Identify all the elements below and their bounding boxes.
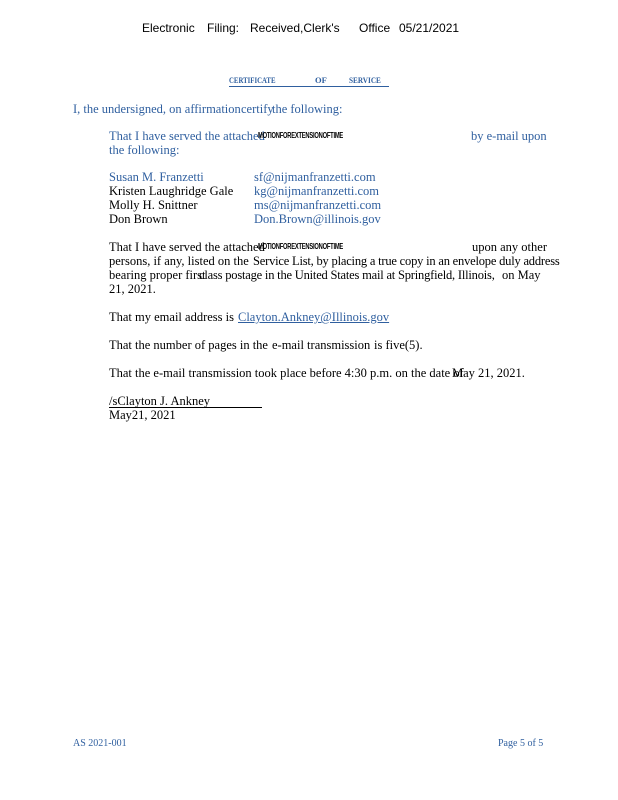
signature-name: /sClayton J. Ankney: [109, 394, 211, 408]
recipient-name: Kristen Laughridge Gale: [109, 184, 234, 198]
recipient-email[interactable]: ms@nijmanfranzetti.com: [254, 198, 382, 212]
para1-tail: by e-mail upon: [471, 129, 547, 143]
header-office: Office: [359, 21, 391, 35]
intro-tail: the following:: [272, 102, 343, 116]
para4-tail: is five(5).: [374, 338, 423, 352]
para2-line3a: bearing proper first: [109, 268, 206, 282]
title-word-of: OF: [315, 75, 327, 85]
para5-date: May 21, 2021.: [452, 366, 525, 380]
para4-mid: e-mail transmission: [272, 338, 371, 352]
header-date: 05/21/2021: [399, 21, 460, 35]
intro-lead: I, the undersigned, on affirmation: [73, 102, 241, 116]
para5-lead: That the e-mail transmission took place before 4:30 p.m. on the date of: [109, 366, 464, 380]
para2-document-name: MOTIONFOREXTENSIONOFTIME: [258, 242, 344, 251]
para1-document-name: MOTIONFOREXTENSIONOFTIME: [258, 131, 344, 140]
recipient-email[interactable]: kg@nijmanfranzetti.com: [254, 184, 380, 198]
header-electronic: Electronic: [142, 21, 195, 35]
para3-lead: That my email address is: [109, 310, 234, 324]
title-underline: [229, 86, 389, 87]
signature-date: May21, 2021: [109, 408, 176, 422]
para2-line3b: class postage in the United States mail at Springfield, Illinois,: [199, 268, 495, 282]
footer-case-number: AS 2021-001: [73, 738, 127, 749]
para2-line2a: persons, if any, listed on the: [109, 254, 249, 268]
recipient-name: Susan M. Franzetti: [109, 170, 204, 184]
recipient-name: Molly H. Snittner: [109, 198, 198, 212]
para1-line2: the following:: [109, 143, 180, 157]
header-received: Received,Clerk's: [250, 21, 340, 35]
recipient-name: Don Brown: [109, 212, 168, 226]
header-filing: Filing:: [207, 21, 240, 35]
para2-line4: 21, 2021.: [109, 282, 156, 296]
title-word-certificate: CERTIFICATE: [229, 75, 276, 85]
intro-certify: certify: [241, 102, 274, 116]
para2-lead: That I have served the attached: [109, 240, 265, 254]
title-word-service: SERVICE: [349, 75, 381, 85]
sender-email-link[interactable]: Clayton.Ankney@Illinois.gov: [238, 310, 390, 324]
para2-line3c: on May: [502, 268, 541, 282]
para4-lead: That the number of pages in the: [109, 338, 268, 352]
footer-page-number: Page 5 of 5: [498, 738, 544, 749]
recipient-email[interactable]: Don.Brown@illinois.gov: [254, 212, 381, 226]
para2-tail: upon any other: [472, 240, 547, 254]
recipient-email[interactable]: sf@nijmanfranzetti.com: [254, 170, 376, 184]
para1-lead: That I have served the attached: [109, 129, 265, 143]
para2-line2b: Service List, by placing a true copy in an envelope duly address: [253, 254, 560, 268]
